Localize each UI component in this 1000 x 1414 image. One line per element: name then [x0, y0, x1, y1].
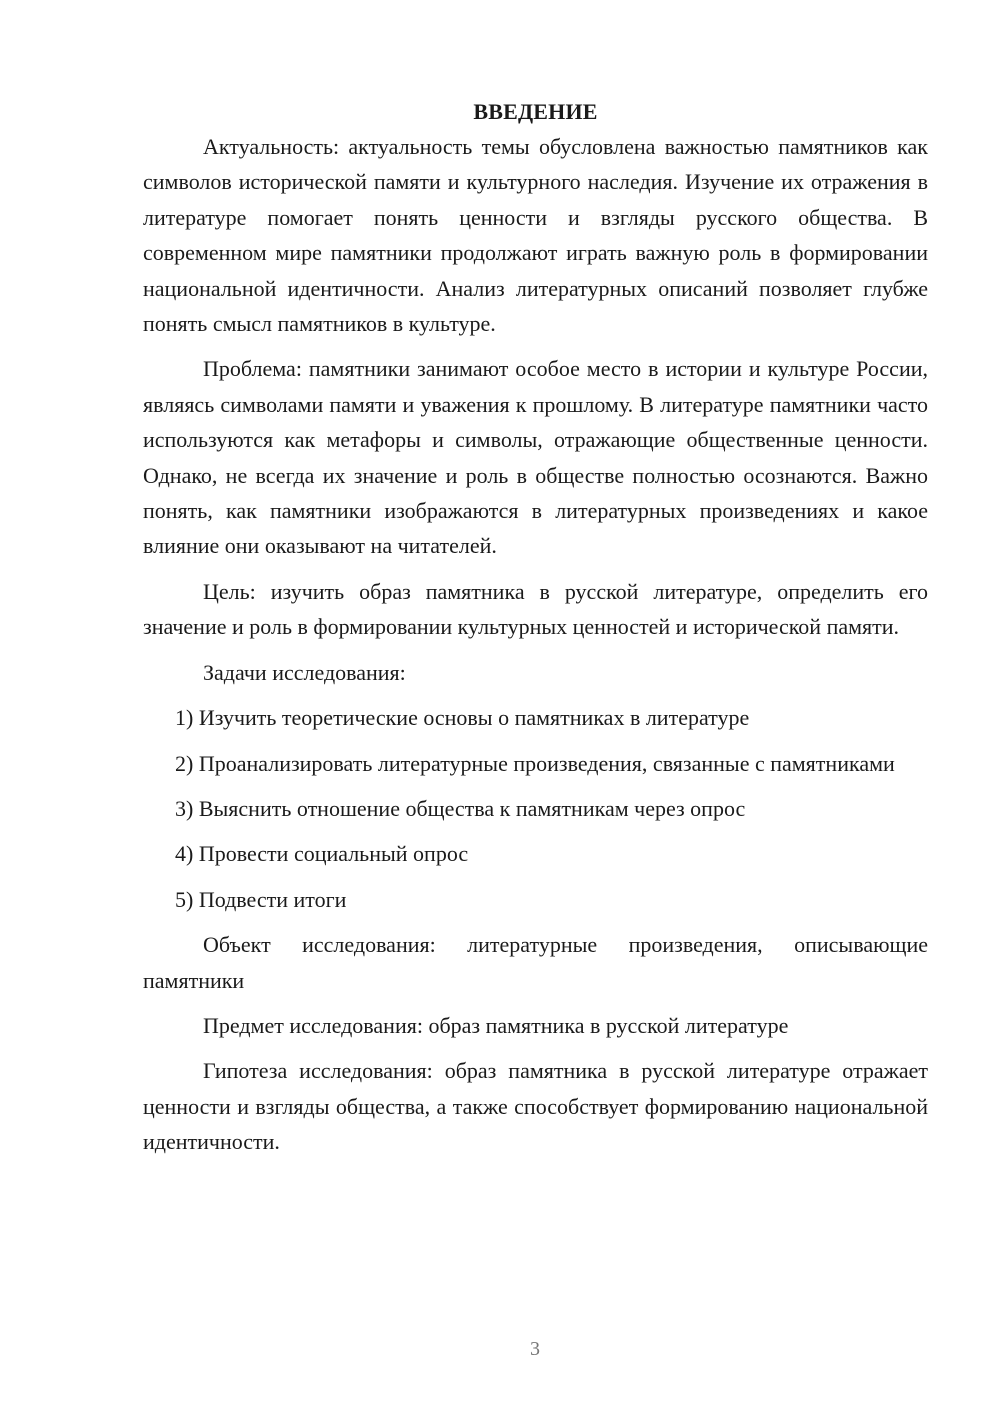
- paragraph-hypothesis: Гипотеза исследования: образ памятника в русской литературе отражает ценности и взгляды общества, а также способствует формированию национальной идентичности.: [143, 1058, 928, 1155]
- task-item: 4) Провести социальный опрос: [175, 841, 469, 867]
- paragraph-subject: Предмет исследования: образ памятника в русской литературе: [203, 1012, 789, 1038]
- page-number: 3: [530, 1338, 540, 1360]
- paragraph-goal: Цель: изучить образ памятника в русской литературе, определить его значение и роль в формировании культурных ценностей и исторической памяти.: [143, 578, 928, 640]
- paragraph-object: Объект исследования: литературные произведения, описывающие памятники: [143, 932, 928, 993]
- paragraph-problem: Проблема: памятники занимают особое место в истории и культуре России, являясь символами памяти и уважения к прошлому. В литературе памятники часто используются как метафоры и символы, отражающие общественные ценности. Однако, не всегда их значение и роль в обществе полностью осознаются. Важно понять, как памятники изображаются в литературных произведениях и какое влияние они оказывают на читателей.: [143, 356, 928, 559]
- paragraph-relevance: Актуальность: актуальность темы обусловлена важностью памятников как символов исторической памяти и культурного наследия. Изучение их отражения в литературе помогает понять ценности и взгляды русского общества. В современном мире памятники продолжают играть важную роль в формировании национальной идентичности. Анализ литературных описаний позволяет глубже понять смысл памятников в культуре.: [143, 134, 928, 337]
- document-body: [143, 94, 928, 1160]
- tasks-heading: Задачи исследования:: [203, 659, 406, 685]
- task-item: 1) Изучить теоретические основы о памятниках в литературе: [175, 705, 750, 731]
- task-item: 3) Выяснить отношение общества к памятникам через опрос: [175, 795, 746, 821]
- task-item: 2) Проанализировать литературные произведения, связанные с памятниками: [175, 750, 895, 776]
- page-title: ВВЕДЕНИЕ: [473, 99, 598, 124]
- task-item: 5) Подвести итоги: [175, 886, 347, 912]
